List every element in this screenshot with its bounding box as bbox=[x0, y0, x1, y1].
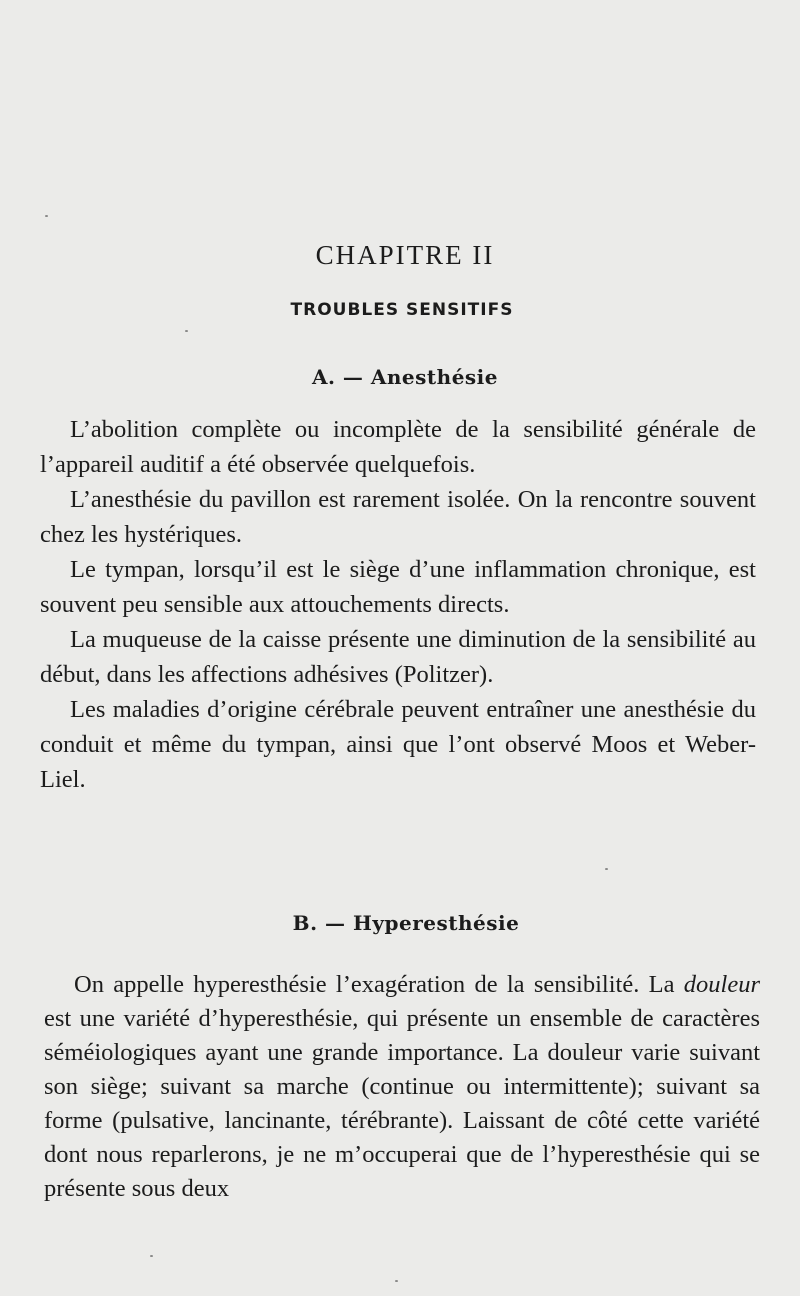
section-heading-anesthesie: A. — Anesthésie bbox=[311, 365, 499, 389]
paragraph-text-end: est une variété d’hyperesthésie, qui présente un ensemble de caractères séméiologiques ayant une grande importance. La douleur varie suivant son siège; suivant sa marche (continue ou intermittente); suivant sa forme (pulsative, lancinante, térébrante). Laissant de côté cette variété dont nous reparlerons, je ne m’occuperai que de l’hyperesthésie qui se présente sous deux bbox=[44, 1005, 760, 1202]
print-speck bbox=[395, 1280, 398, 1282]
print-speck bbox=[150, 1255, 153, 1257]
paragraph: L’abolition complète ou incomplète de la sensibilité générale de l’appareil auditif a été observée quelquefois. bbox=[40, 416, 756, 478]
print-speck bbox=[605, 868, 608, 870]
paragraph: La muqueuse de la caisse présente une diminution de la sensibilité au début, dans les affections adhésives (Politzer). bbox=[40, 626, 756, 688]
print-speck bbox=[45, 215, 48, 217]
paragraph: Les maladies d’origine cérébrale peuvent entraîner une anesthésie du conduit et même du tympan, ainsi que l’ont observé Moos et Weber-Liel. bbox=[40, 696, 756, 793]
chapter-title: CHAPITRE II bbox=[315, 240, 495, 270]
section-body-hyperesthesie bbox=[44, 968, 760, 1206]
print-speck bbox=[185, 330, 188, 332]
chapter-subtitle: TROUBLES SENSITIFS bbox=[290, 300, 514, 320]
paragraph bbox=[44, 968, 760, 1206]
paragraph: Le tympan, lorsqu’il est le siège d’une inflammation chronique, est souvent peu sensible aux attouchements directs. bbox=[40, 556, 756, 618]
section-body-anesthesie bbox=[40, 412, 756, 797]
paragraph: L’anesthésie du pavillon est rarement isolée. On la rencontre souvent chez les hystériques. bbox=[40, 486, 756, 548]
section-heading-hyperesthesie: B. — Hyperesthésie bbox=[292, 911, 520, 935]
emphasis-douleur: douleur bbox=[683, 971, 760, 998]
paragraph-text-start: On appelle hyperesthésie l’exagération de la sensibilité. La bbox=[74, 971, 684, 998]
